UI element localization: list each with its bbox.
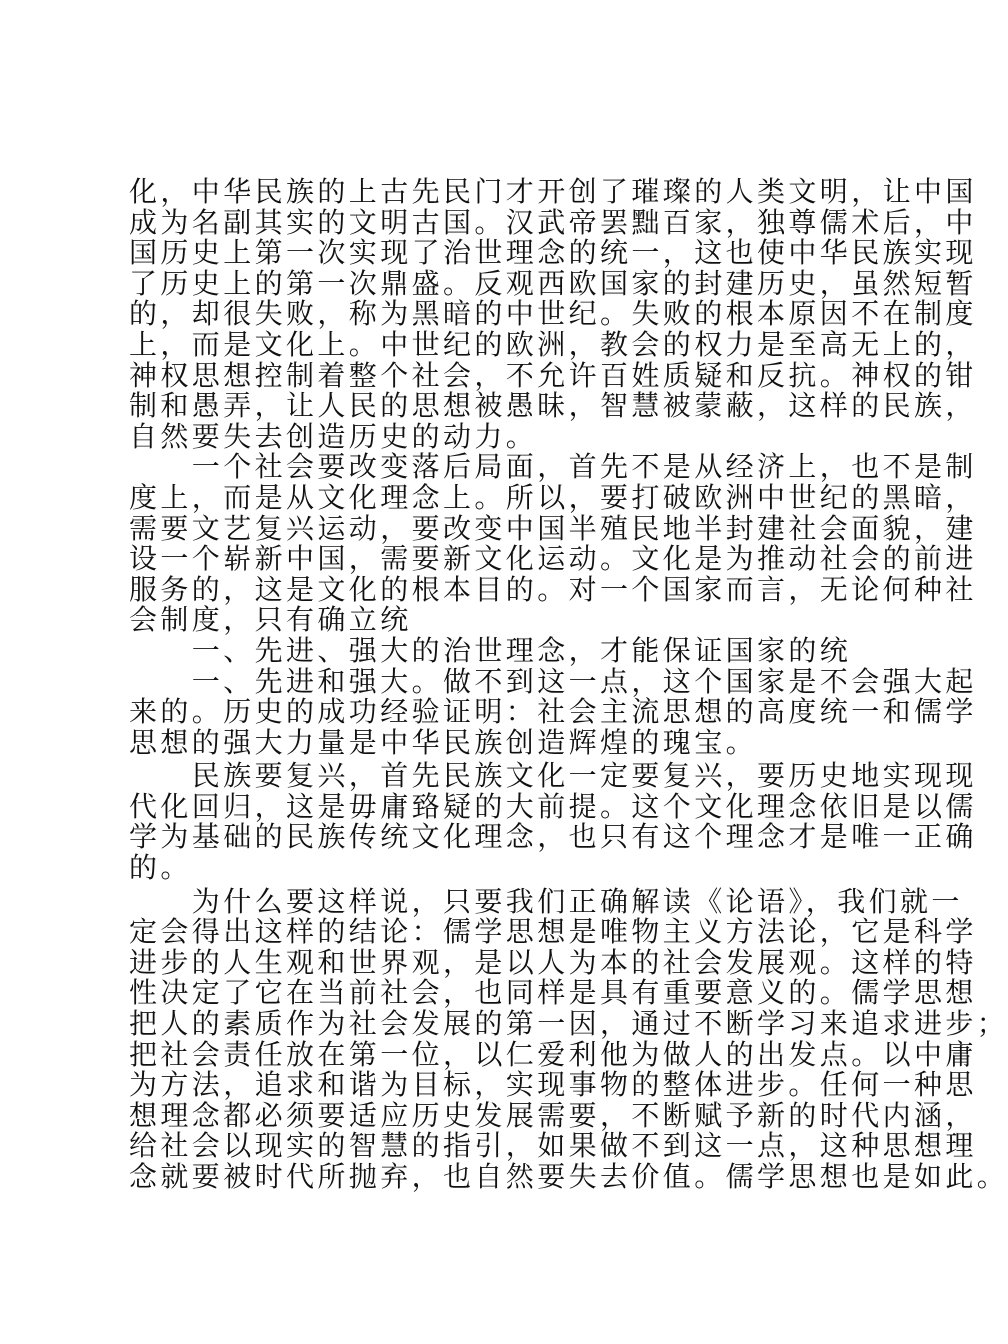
text-line: 念就要被时代所抛弃，也自然要失去价值。儒学思想也是如此。 [129,1160,1008,1193]
text-line: 成为名副其实的文明古国。汉武帝罢黜百家，独尊儒术后，中 [129,205,977,239]
text-line: 一个社会要改变落后局面，首先不是从经济上，也不是制 [129,450,977,484]
paragraph-6 [129,884,1008,1193]
text-line: 服务的，这是文化的根本目的。对一个国家而言，无论何种社 [129,572,977,606]
text-line: 需要文艺复兴运动，要改变中国半殖民地半封建社会面貌，建 [129,511,977,545]
text-line: 为方法，追求和谐为目标，实现事物的整体进步。任何一种思 [129,1068,977,1102]
body-text [129,175,1008,1193]
paragraph-3 [129,633,852,667]
text-line: 自然要失去创造历史的动力。 [129,419,538,453]
text-line: 来的。历史的成功经验证明：社会主流思想的高度统一和儒学 [129,695,977,729]
text-line: 设一个崭新中国，需要新文化运动。文化是为推动社会的前进 [129,542,977,576]
text-line: 想理念都必须要适应历史发展需要，不断赋予新的时代内涵， [129,1098,977,1132]
paragraph-2 [129,450,977,637]
text-line: 了历史上的第一次鼎盛。反观西欧国家的封建历史，虽然短暂 [129,266,977,300]
text-line: 国历史上第一次实现了治世理念的统一，这也使中华民族实现 [129,236,977,270]
text-line: 上，而是文化上。中世纪的欧洲，教会的权力是至高无上的， [129,327,977,361]
text-line: 代化回归，这是毋庸臵疑的大前提。这个文化理念依旧是以儒 [129,789,977,823]
text-line: 定会得出这样的结论：儒学思想是唯物主义方法论，它是科学 [129,915,977,949]
text-line: 民族要复兴，首先民族文化一定要复兴，要历史地实现现 [129,759,977,793]
text-line: 为什么要这样说，只要我们正确解读《论语》，我们就一 [129,884,963,918]
text-line: 的。 [129,851,192,885]
text-line: 化，中华民族的上古先民门才开创了璀璨的人类文明，让中国 [129,175,977,208]
text-line: 性决定了它在当前社会，也同样是具有重要意义的。儒学思想 [129,976,977,1010]
text-line: 学为基础的民族传统文化理念，也只有这个理念才是唯一正确 [129,820,977,854]
text-line: 把人的素质作为社会发展的第一因，通过不断学习来追求进步； [129,1007,1008,1041]
text-line: 给社会以现实的智慧的指引，如果做不到这一点，这种思想理 [129,1129,977,1163]
text-line: 神权思想控制着整个社会，不允许百姓质疑和反抗。神权的钳 [129,358,977,392]
text-line: 把社会责任放在第一位，以仁爱利他为做人的出发点。以中庸 [129,1037,977,1071]
text-line: 思想的强大力量是中华民族创造辉煌的瑰宝。 [129,725,758,759]
paragraph-1 [129,175,977,453]
text-line: 一、先进和强大。做不到这一点，这个国家是不会强大起 [129,664,977,698]
paragraph-5 [129,759,977,885]
text-line: 制和愚弄，让人民的思想被愚昧，智慧被蒙蔽，这样的民族， [129,389,977,423]
text-line: 度上，而是从文化理念上。所以，要打破欧洲中世纪的黑暗， [129,480,977,514]
text-line: 进步的人生观和世界观，是以人为本的社会发展观。这样的特 [129,945,977,979]
text-line: 一、先进、强大的治世理念，才能保证国家的统 [129,633,852,667]
text-line: 的，却很失败，称为黑暗的中世纪。失败的根本原因不在制度 [129,297,977,331]
text-line: 会制度，只有确立统 [129,603,412,637]
paragraph-4 [129,664,977,759]
